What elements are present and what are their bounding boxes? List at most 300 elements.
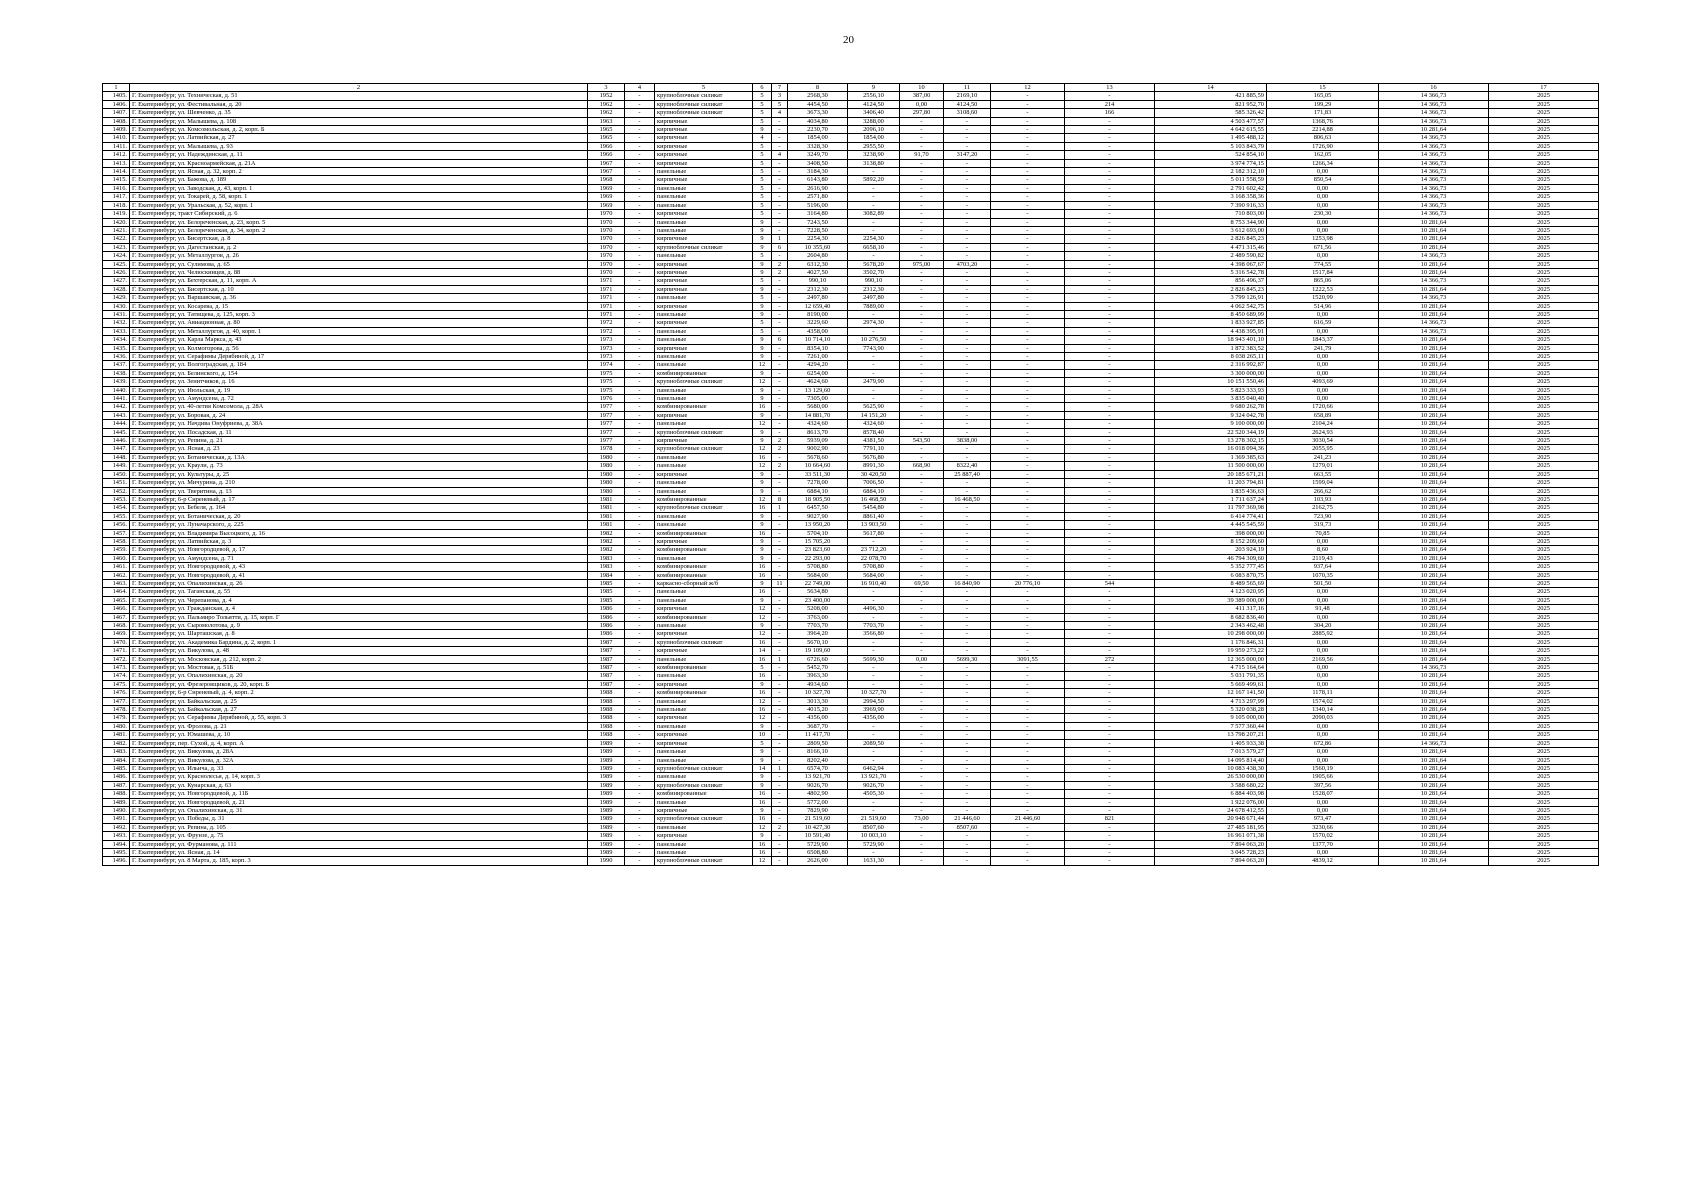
cell-col-3: 1985 bbox=[588, 579, 625, 587]
cell-col-13: - bbox=[1065, 487, 1155, 495]
cell-col-8: 7829,90 bbox=[788, 806, 848, 814]
cell-col-15: 162,05 bbox=[1267, 151, 1379, 159]
cell-col-11: - bbox=[944, 361, 991, 369]
cell-col-13: - bbox=[1065, 420, 1155, 428]
cell-col-7: 1 bbox=[772, 764, 788, 772]
cell-col-11: 8322,40 bbox=[944, 462, 991, 470]
cell-col-13: - bbox=[1065, 504, 1155, 512]
cell-col-15: 1560,19 bbox=[1267, 764, 1379, 772]
cell-col-3: 1974 bbox=[588, 361, 625, 369]
cell-col-2: Г. Екатеринбург, ул. Культуры, д. 25 bbox=[130, 470, 588, 478]
cell-col-13: - bbox=[1065, 680, 1155, 688]
cell-col-15: 0,00 bbox=[1267, 193, 1379, 201]
cell-col-15: 0,00 bbox=[1267, 310, 1379, 318]
cell-col-1: 1420. bbox=[103, 218, 130, 226]
cell-col-15: 1599,04 bbox=[1267, 479, 1379, 487]
cell-col-10: - bbox=[900, 184, 944, 192]
cell-col-12: - bbox=[991, 512, 1065, 520]
cell-col-7: 1 bbox=[772, 504, 788, 512]
cell-col-8: 18 905,50 bbox=[788, 495, 848, 503]
cell-col-5: комбинированные bbox=[655, 369, 753, 377]
cell-col-14: 2 826 845,23 bbox=[1155, 285, 1267, 293]
cell-col-13: 214 bbox=[1065, 100, 1155, 108]
cell-col-2: Г. Екатеринбург, ул. Фурманова, д. 111 bbox=[130, 840, 588, 848]
cell-col-12: - bbox=[991, 327, 1065, 335]
cell-col-5: кирпичные bbox=[655, 151, 753, 159]
cell-col-11: - bbox=[944, 563, 991, 571]
cell-col-9: 8861,40 bbox=[848, 512, 900, 520]
cell-col-17: 2025 bbox=[1489, 781, 1599, 789]
cell-col-5: панельные bbox=[655, 395, 753, 403]
cell-col-12: - bbox=[991, 672, 1065, 680]
cell-col-14: 1 176 846,31 bbox=[1155, 638, 1267, 646]
cell-col-12: - bbox=[991, 428, 1065, 436]
cell-col-9: 2312,30 bbox=[848, 285, 900, 293]
cell-col-17: 2025 bbox=[1489, 353, 1599, 361]
cell-col-9: 5617,80 bbox=[848, 529, 900, 537]
cell-col-4: - bbox=[625, 336, 655, 344]
cell-col-14: 5 669 499,61 bbox=[1155, 680, 1267, 688]
cell-col-2: Г. Екатеринбург, ул. Фестивальная, д. 20 bbox=[130, 100, 588, 108]
cell-col-10: - bbox=[900, 126, 944, 134]
cell-col-7: 1 bbox=[772, 655, 788, 663]
cell-col-10: - bbox=[900, 302, 944, 310]
cell-col-14: 4 398 067,67 bbox=[1155, 260, 1267, 268]
cell-col-12: - bbox=[991, 605, 1065, 613]
cell-col-3: 1989 bbox=[588, 832, 625, 840]
cell-col-13: - bbox=[1065, 823, 1155, 831]
cell-col-13: - bbox=[1065, 218, 1155, 226]
cell-col-3: 1971 bbox=[588, 302, 625, 310]
cell-col-12: - bbox=[991, 201, 1065, 209]
cell-col-2: Г. Екатеринбург, ул. Серафимы Дерябиной, д. 55, корп. 3 bbox=[130, 714, 588, 722]
cell-col-4: - bbox=[625, 722, 655, 730]
cell-col-8: 23 400,00 bbox=[788, 596, 848, 604]
cell-col-3: 1980 bbox=[588, 487, 625, 495]
cell-col-15: 2885,92 bbox=[1267, 630, 1379, 638]
cell-col-4: - bbox=[625, 495, 655, 503]
cell-col-4: 4 bbox=[625, 84, 655, 92]
cell-col-4: - bbox=[625, 848, 655, 856]
cell-col-17: 2025 bbox=[1489, 697, 1599, 705]
cell-col-4: - bbox=[625, 168, 655, 176]
cell-col-2: Г. Екатеринбург, ул. Амундсена, д. 72 bbox=[130, 395, 588, 403]
cell-col-10: - bbox=[900, 479, 944, 487]
cell-col-7: - bbox=[772, 403, 788, 411]
cell-col-7: - bbox=[772, 647, 788, 655]
cell-col-12: - bbox=[991, 622, 1065, 630]
cell-col-16: 10 281,64 bbox=[1379, 218, 1489, 226]
cell-col-14: 7 390 916,33 bbox=[1155, 201, 1267, 209]
cell-col-15: 4839,12 bbox=[1267, 857, 1379, 865]
cell-col-8: 3763,00 bbox=[788, 613, 848, 621]
cell-col-16: 10 281,64 bbox=[1379, 571, 1489, 579]
cell-col-6: 9 bbox=[753, 756, 772, 764]
table-row bbox=[103, 647, 1599, 655]
cell-col-8: 5452,70 bbox=[788, 664, 848, 672]
cell-col-8: 6574,70 bbox=[788, 764, 848, 772]
cell-col-10: - bbox=[900, 798, 944, 806]
cell-col-12: - bbox=[991, 470, 1065, 478]
cell-col-3: 1982 bbox=[588, 546, 625, 554]
cell-col-1: 1462. bbox=[103, 571, 130, 579]
cell-col-9: - bbox=[848, 193, 900, 201]
cell-col-13: - bbox=[1065, 235, 1155, 243]
cell-col-11: - bbox=[944, 756, 991, 764]
cell-col-13: - bbox=[1065, 638, 1155, 646]
cell-col-12: - bbox=[991, 504, 1065, 512]
cell-col-4: - bbox=[625, 151, 655, 159]
table-row bbox=[103, 781, 1599, 789]
cell-col-5: кирпичные bbox=[655, 142, 753, 150]
cell-col-4: - bbox=[625, 210, 655, 218]
cell-col-13: - bbox=[1065, 479, 1155, 487]
cell-col-7: - bbox=[772, 226, 788, 234]
cell-col-3: 1989 bbox=[588, 798, 625, 806]
cell-col-10: 0,00 bbox=[900, 100, 944, 108]
cell-col-11: - bbox=[944, 605, 991, 613]
page-number: 20 bbox=[843, 34, 854, 46]
cell-col-3: 1969 bbox=[588, 201, 625, 209]
cell-col-6: 5 bbox=[753, 277, 772, 285]
cell-col-12: - bbox=[991, 285, 1065, 293]
table-row bbox=[103, 151, 1599, 159]
cell-col-11: - bbox=[944, 571, 991, 579]
cell-col-7: - bbox=[772, 722, 788, 730]
cell-col-17: 2025 bbox=[1489, 739, 1599, 747]
cell-col-13: - bbox=[1065, 403, 1155, 411]
cell-col-8: 3673,30 bbox=[788, 109, 848, 117]
cell-col-4: - bbox=[625, 126, 655, 134]
cell-col-13: - bbox=[1065, 806, 1155, 814]
cell-col-6: 14 bbox=[753, 647, 772, 655]
cell-col-14: 20 948 671,44 bbox=[1155, 815, 1267, 823]
cell-col-4: - bbox=[625, 664, 655, 672]
cell-col-1: 1412. bbox=[103, 151, 130, 159]
cell-col-11: - bbox=[944, 832, 991, 840]
cell-col-5: крупноблочные силикат bbox=[655, 109, 753, 117]
cell-col-12: - bbox=[991, 193, 1065, 201]
cell-col-15: 241,23 bbox=[1267, 453, 1379, 461]
cell-col-4: - bbox=[625, 806, 655, 814]
cell-col-13: - bbox=[1065, 193, 1155, 201]
cell-col-8: 10 714,10 bbox=[788, 336, 848, 344]
cell-col-11: - bbox=[944, 840, 991, 848]
table-row bbox=[103, 336, 1599, 344]
cell-col-3: 1962 bbox=[588, 100, 625, 108]
cell-col-13: - bbox=[1065, 294, 1155, 302]
cell-col-8: 4027,50 bbox=[788, 268, 848, 276]
cell-col-8: 3963,30 bbox=[788, 672, 848, 680]
cell-col-8: 3184,30 bbox=[788, 168, 848, 176]
cell-col-4: - bbox=[625, 453, 655, 461]
cell-col-15: 1340,14 bbox=[1267, 706, 1379, 714]
table-row bbox=[103, 310, 1599, 318]
cell-col-13: - bbox=[1065, 260, 1155, 268]
cell-col-15: 241,79 bbox=[1267, 344, 1379, 352]
table-row bbox=[103, 857, 1599, 865]
cell-col-14: 203 924,19 bbox=[1155, 546, 1267, 554]
cell-col-12: - bbox=[991, 823, 1065, 831]
cell-col-17: 2025 bbox=[1489, 537, 1599, 545]
cell-col-17: 2025 bbox=[1489, 638, 1599, 646]
cell-col-1: 1479. bbox=[103, 714, 130, 722]
cell-col-12: - bbox=[991, 226, 1065, 234]
cell-col-1: 1440. bbox=[103, 386, 130, 394]
cell-col-5: панельные bbox=[655, 748, 753, 756]
cell-col-8: 11 417,70 bbox=[788, 731, 848, 739]
cell-col-14: 14 095 814,40 bbox=[1155, 756, 1267, 764]
cell-col-16: 10 281,64 bbox=[1379, 302, 1489, 310]
cell-col-6: 9 bbox=[753, 336, 772, 344]
cell-col-2: Г. Екатеринбург, ул. Дагестанская, д. 2 bbox=[130, 243, 588, 251]
cell-col-17: 2025 bbox=[1489, 411, 1599, 419]
cell-col-16: 10 281,64 bbox=[1379, 622, 1489, 630]
cell-col-14: 9 100 000,00 bbox=[1155, 420, 1267, 428]
table-row bbox=[103, 462, 1599, 470]
cell-col-15: 1574,02 bbox=[1267, 697, 1379, 705]
cell-col-10: - bbox=[900, 529, 944, 537]
cell-col-15: 1517,84 bbox=[1267, 268, 1379, 276]
cell-col-7: - bbox=[772, 571, 788, 579]
cell-col-2: Г. Екатеринбург, ул. 8 Марта, д. 185, корп. 3 bbox=[130, 857, 588, 865]
cell-col-11: - bbox=[944, 479, 991, 487]
table-row bbox=[103, 622, 1599, 630]
cell-col-2: 2 bbox=[130, 84, 588, 92]
cell-col-13: - bbox=[1065, 563, 1155, 571]
cell-col-9: - bbox=[848, 806, 900, 814]
cell-col-3: 1971 bbox=[588, 285, 625, 293]
table-row bbox=[103, 722, 1599, 730]
cell-col-1: 1450. bbox=[103, 470, 130, 478]
cell-col-2: Г. Екатеринбург, ул. Июльская, д. 19 bbox=[130, 386, 588, 394]
cell-col-14: 3 612 693,00 bbox=[1155, 226, 1267, 234]
cell-col-7: - bbox=[772, 806, 788, 814]
cell-col-5: панельные bbox=[655, 479, 753, 487]
cell-col-13: - bbox=[1065, 361, 1155, 369]
cell-col-16: 14 366,73 bbox=[1379, 176, 1489, 184]
cell-col-12: - bbox=[991, 134, 1065, 142]
cell-col-6: 16 bbox=[753, 504, 772, 512]
cell-col-1: 1426. bbox=[103, 268, 130, 276]
cell-col-7: 6 bbox=[772, 336, 788, 344]
cell-col-1: 1414. bbox=[103, 168, 130, 176]
cell-col-8: 4015,20 bbox=[788, 706, 848, 714]
cell-col-5: панельные bbox=[655, 462, 753, 470]
cell-col-10: - bbox=[900, 453, 944, 461]
cell-col-9: - bbox=[848, 327, 900, 335]
cell-col-6: 5 bbox=[753, 100, 772, 108]
cell-col-7: - bbox=[772, 193, 788, 201]
cell-col-6: 16 bbox=[753, 453, 772, 461]
cell-col-6: 12 bbox=[753, 857, 772, 865]
cell-col-10: - bbox=[900, 823, 944, 831]
cell-col-16: 10 281,64 bbox=[1379, 773, 1489, 781]
cell-col-11: - bbox=[944, 126, 991, 134]
cell-col-15: 0,00 bbox=[1267, 638, 1379, 646]
cell-col-10: - bbox=[900, 731, 944, 739]
cell-col-5: кирпичные bbox=[655, 537, 753, 545]
cell-col-10: - bbox=[900, 243, 944, 251]
cell-col-8: 6457,50 bbox=[788, 504, 848, 512]
cell-col-17: 2025 bbox=[1489, 327, 1599, 335]
table-row bbox=[103, 706, 1599, 714]
cell-col-15: 2104,24 bbox=[1267, 420, 1379, 428]
cell-col-15: 165,05 bbox=[1267, 92, 1379, 100]
cell-col-13: - bbox=[1065, 226, 1155, 234]
cell-col-13: - bbox=[1065, 731, 1155, 739]
table-row bbox=[103, 487, 1599, 495]
cell-col-4: - bbox=[625, 369, 655, 377]
cell-col-9: 5676,80 bbox=[848, 453, 900, 461]
cell-col-10: - bbox=[900, 134, 944, 142]
cell-col-13: - bbox=[1065, 529, 1155, 537]
cell-col-15: 0,00 bbox=[1267, 201, 1379, 209]
cell-col-1: 1456. bbox=[103, 521, 130, 529]
cell-col-14: 6 414 774,41 bbox=[1155, 512, 1267, 520]
cell-col-5: комбинированные bbox=[655, 403, 753, 411]
cell-col-5: кирпичные bbox=[655, 268, 753, 276]
cell-col-17: 2025 bbox=[1489, 706, 1599, 714]
cell-col-11: - bbox=[944, 386, 991, 394]
cell-col-17: 2025 bbox=[1489, 277, 1599, 285]
cell-col-6: 5 bbox=[753, 327, 772, 335]
cell-col-3: 1962 bbox=[588, 109, 625, 117]
cell-col-10: - bbox=[900, 781, 944, 789]
cell-col-2: Г. Екатеринбург, ул. Комсомольская, д. 2, корп. Б bbox=[130, 126, 588, 134]
cell-col-8: 6884,10 bbox=[788, 487, 848, 495]
cell-col-1: 1431. bbox=[103, 310, 130, 318]
cell-col-6: 9 bbox=[753, 353, 772, 361]
cell-col-4: - bbox=[625, 252, 655, 260]
cell-col-15: 0,00 bbox=[1267, 731, 1379, 739]
cell-col-6: 10 bbox=[753, 731, 772, 739]
cell-col-1: 1439. bbox=[103, 378, 130, 386]
cell-col-7: - bbox=[772, 689, 788, 697]
cell-col-5: панельные bbox=[655, 453, 753, 461]
cell-col-11: - bbox=[944, 428, 991, 436]
table-row bbox=[103, 268, 1599, 276]
cell-col-9: - bbox=[848, 395, 900, 403]
cell-col-1: 1476. bbox=[103, 689, 130, 697]
cell-col-9: 3138,80 bbox=[848, 159, 900, 167]
cell-col-8: 4324,60 bbox=[788, 420, 848, 428]
table-row bbox=[103, 184, 1599, 192]
cell-col-13: - bbox=[1065, 613, 1155, 621]
cell-col-1: 1470. bbox=[103, 638, 130, 646]
cell-col-9: - bbox=[848, 680, 900, 688]
cell-col-9: - bbox=[848, 361, 900, 369]
cell-col-7: - bbox=[772, 117, 788, 125]
cell-col-17: 2025 bbox=[1489, 319, 1599, 327]
cell-col-8: 7228,50 bbox=[788, 226, 848, 234]
cell-col-17: 2025 bbox=[1489, 453, 1599, 461]
table-row bbox=[103, 226, 1599, 234]
cell-col-6: 5 bbox=[753, 252, 772, 260]
cell-col-17: 2025 bbox=[1489, 504, 1599, 512]
cell-col-14: 8 038 265,11 bbox=[1155, 353, 1267, 361]
cell-col-13: - bbox=[1065, 664, 1155, 672]
cell-col-10: - bbox=[900, 773, 944, 781]
table-row bbox=[103, 596, 1599, 604]
cell-col-11: - bbox=[944, 369, 991, 377]
cell-col-4: - bbox=[625, 243, 655, 251]
cell-col-8: 15 705,20 bbox=[788, 537, 848, 545]
cell-col-6: 14 bbox=[753, 764, 772, 772]
cell-col-14: 1 833 927,85 bbox=[1155, 319, 1267, 327]
cell-col-5: кирпичные bbox=[655, 302, 753, 310]
cell-col-8: 2230,70 bbox=[788, 126, 848, 134]
cell-col-10: - bbox=[900, 756, 944, 764]
cell-col-6: 12 bbox=[753, 378, 772, 386]
cell-col-11: - bbox=[944, 277, 991, 285]
cell-col-13: 272 bbox=[1065, 655, 1155, 663]
cell-col-2: Г. Екатеринбург, ул. Викулова, д. 28А bbox=[130, 748, 588, 756]
cell-col-13: - bbox=[1065, 319, 1155, 327]
cell-col-1: 1483. bbox=[103, 748, 130, 756]
cell-col-10: - bbox=[900, 386, 944, 394]
cell-col-2: Г. Екатеринбург, ул. Новгородцевой, д. 21 bbox=[130, 798, 588, 806]
cell-col-12: - bbox=[991, 151, 1065, 159]
cell-col-1: 1488. bbox=[103, 790, 130, 798]
cell-col-11: 5699,30 bbox=[944, 655, 991, 663]
cell-col-1: 1444. bbox=[103, 420, 130, 428]
cell-col-5: кирпичные bbox=[655, 739, 753, 747]
cell-col-6: 16 bbox=[753, 672, 772, 680]
cell-col-16: 10 281,64 bbox=[1379, 563, 1489, 571]
table-row bbox=[103, 445, 1599, 453]
cell-col-7: - bbox=[772, 252, 788, 260]
cell-col-1: 1428. bbox=[103, 285, 130, 293]
cell-col-11: - bbox=[944, 344, 991, 352]
table-row bbox=[103, 100, 1599, 108]
cell-col-6: 5 bbox=[753, 168, 772, 176]
cell-col-2: Г. Екатеринбург, ул. Сулимова, д. 65 bbox=[130, 260, 588, 268]
cell-col-11: - bbox=[944, 596, 991, 604]
cell-col-12: - bbox=[991, 588, 1065, 596]
cell-col-15: 319,73 bbox=[1267, 521, 1379, 529]
cell-col-1: 1443. bbox=[103, 411, 130, 419]
cell-col-11: 25 887,40 bbox=[944, 470, 991, 478]
cell-col-8: 2254,30 bbox=[788, 235, 848, 243]
cell-col-11: - bbox=[944, 529, 991, 537]
cell-col-15: 1070,35 bbox=[1267, 571, 1379, 579]
cell-col-8: 12 659,40 bbox=[788, 302, 848, 310]
cell-col-8: 8166,10 bbox=[788, 748, 848, 756]
cell-col-16: 14 366,73 bbox=[1379, 277, 1489, 285]
cell-col-8: 3408,50 bbox=[788, 159, 848, 167]
cell-col-4: - bbox=[625, 117, 655, 125]
cell-col-12: - bbox=[991, 243, 1065, 251]
cell-col-3: 1988 bbox=[588, 722, 625, 730]
cell-col-10: 668,90 bbox=[900, 462, 944, 470]
cell-col-15: 1843,37 bbox=[1267, 336, 1379, 344]
cell-col-3: 1965 bbox=[588, 134, 625, 142]
cell-col-14: 16 018 094,36 bbox=[1155, 445, 1267, 453]
cell-col-7: - bbox=[772, 529, 788, 537]
cell-col-15: 1279,01 bbox=[1267, 462, 1379, 470]
cell-col-11: - bbox=[944, 353, 991, 361]
cell-col-12: - bbox=[991, 596, 1065, 604]
cell-col-9: 1631,30 bbox=[848, 857, 900, 865]
table-row bbox=[103, 848, 1599, 856]
cell-col-17: 2025 bbox=[1489, 790, 1599, 798]
cell-col-13: - bbox=[1065, 588, 1155, 596]
cell-col-9: 4324,60 bbox=[848, 420, 900, 428]
cell-col-1: 1463. bbox=[103, 579, 130, 587]
cell-col-12: - bbox=[991, 92, 1065, 100]
cell-col-14: 585 326,42 bbox=[1155, 109, 1267, 117]
